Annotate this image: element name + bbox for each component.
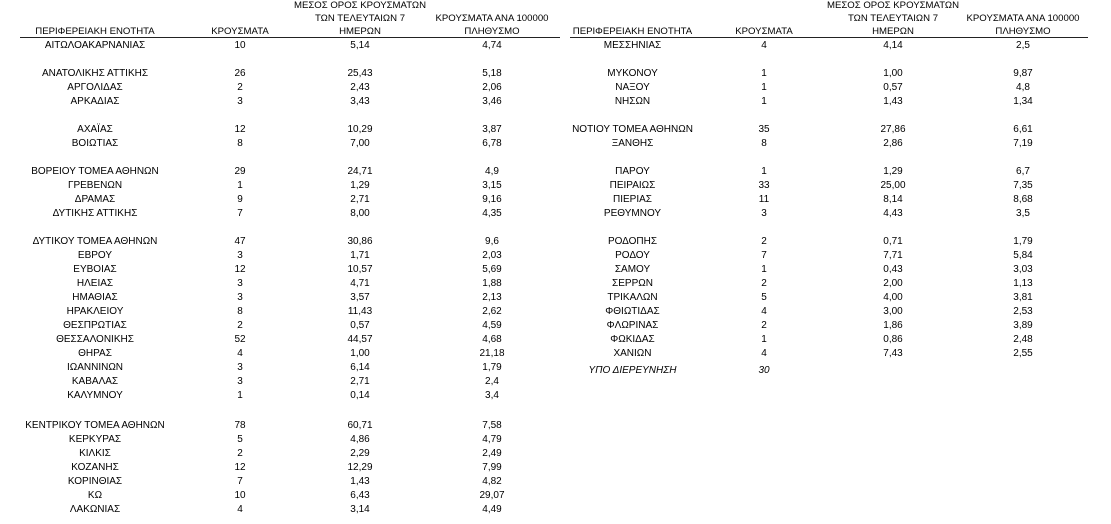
cell-cases: 2	[761, 236, 767, 247]
cell-name: ΑΡΚΑΔΙΑΣ	[70, 96, 120, 107]
cell-per: 4,68	[482, 334, 502, 345]
cell-name: ΙΩΑΝΝΙΝΩΝ	[66, 362, 124, 373]
cell-per: 2,48	[1013, 334, 1033, 345]
cell-cases: 5	[237, 434, 243, 445]
cell-avg: 2,71	[350, 194, 370, 205]
cell-name: ΘΕΣΣΑΛΟΝΙΚΗΣ	[56, 334, 134, 345]
cell-name: ΡΟΔΟΥ	[615, 250, 650, 261]
cell-avg: 1,29	[350, 180, 370, 191]
cell-per: 5,84	[1013, 250, 1033, 261]
cell-name: ΑΧΑΪΑΣ	[77, 124, 113, 135]
header-region-right: ΠΕΡΙΦΕΡΕΙΑΚΗ ΕΝΟΤΗΤΑ	[572, 26, 693, 37]
cell-name: ΚΑΛΥΜΝΟΥ	[67, 390, 123, 401]
cell-per: 2,49	[482, 448, 502, 459]
cell-per: 2,5	[1016, 40, 1030, 51]
cell-cases: 4	[237, 504, 243, 515]
header-per-right	[963, 13, 1083, 37]
cell-avg: 10,29	[347, 124, 373, 135]
cell-per: 5,69	[482, 264, 502, 275]
cell-avg: 44,57	[347, 334, 373, 345]
cell-cases: 2	[237, 448, 243, 459]
header-avg-line2: ΤΩΝ ΤΕΛΕΥΤΑΙΩΝ 7	[847, 13, 939, 24]
cell-cases: 12	[234, 264, 246, 275]
cell-avg: 12,29	[347, 462, 373, 473]
cell-cases: 5	[761, 292, 767, 303]
cell-avg: 3,57	[350, 292, 370, 303]
cell-avg: 0,43	[883, 264, 903, 275]
cell-avg: 1,71	[350, 250, 370, 261]
cell-name: ΔΡΑΜΑΣ	[74, 194, 116, 205]
cell-avg: 0,57	[883, 82, 903, 93]
cell-name: ΔΥΤΙΚΟΥ ΤΟΜΕΑ ΑΘΗΝΩΝ	[32, 236, 158, 247]
cell-per: 4,82	[482, 476, 502, 487]
cell-avg: 2,43	[350, 82, 370, 93]
cell-per: 6,61	[1013, 124, 1033, 135]
cell-per: 1,88	[482, 278, 502, 289]
cell-avg: 1,00	[883, 68, 903, 79]
cell-per: 2,62	[482, 306, 502, 317]
cell-name: ΥΠΟ ΔΙΕΡΕΥΝΗΣΗ	[588, 365, 677, 376]
cell-per: 2,55	[1013, 348, 1033, 359]
header-avg-line1: ΜΕΣΟΣ ΟΡΟΣ ΚΡΟΥΣΜΑΤΩΝ	[826, 0, 960, 11]
cell-avg: 1,29	[883, 166, 903, 177]
cell-name: ΦΩΚΙΔΑΣ	[610, 334, 655, 345]
cell-avg: 25,43	[347, 68, 373, 79]
cell-name: ΒΟΙΩΤΙΑΣ	[71, 138, 119, 149]
cell-per: 5,18	[482, 68, 502, 79]
cell-cases: 1	[761, 68, 767, 79]
cell-cases: 3	[237, 376, 243, 387]
header-per-line1: ΚΡΟΥΣΜΑΤΑ ΑΝΑ 100000	[966, 13, 1080, 24]
cell-avg: 2,71	[350, 376, 370, 387]
cell-name: ΠΑΡΟΥ	[615, 166, 650, 177]
cell-avg: 1,43	[883, 96, 903, 107]
cell-name: ΗΛΕΙΑΣ	[76, 278, 114, 289]
cell-per: 4,9	[485, 166, 499, 177]
cell-name: ΗΡΑΚΛΕΙΟΥ	[66, 306, 124, 317]
cell-per: 6,7	[1016, 166, 1030, 177]
cell-name: ΓΡΕΒΕΝΩΝ	[67, 180, 123, 191]
cell-name: ΠΕΙΡΑΙΩΣ	[609, 180, 656, 191]
cell-name: ΚΟΖΑΝΗΣ	[71, 462, 119, 473]
cell-avg: 27,86	[880, 124, 906, 135]
cell-per: 4,74	[482, 40, 502, 51]
header-cases-right: ΚΡΟΥΣΜΑΤΑ	[735, 26, 793, 37]
cell-cases: 29	[234, 166, 246, 177]
cell-avg: 1,86	[883, 320, 903, 331]
cell-per: 7,58	[482, 420, 502, 431]
cell-name: ΗΜΑΘΙΑΣ	[72, 292, 118, 303]
cell-avg: 4,43	[883, 208, 903, 219]
cell-cases: 2	[761, 278, 767, 289]
cell-cases: 1	[761, 166, 767, 177]
cell-per: 7,19	[1013, 138, 1033, 149]
cell-per: 3,5	[1016, 208, 1030, 219]
cell-per: 7,99	[482, 462, 502, 473]
header-avg-left	[290, 0, 430, 37]
cell-cases: 1	[237, 390, 243, 401]
cell-avg: 3,00	[883, 306, 903, 317]
cell-cases: 52	[234, 334, 246, 345]
cell-avg: 4,14	[883, 40, 903, 51]
cell-name: ΑΝΑΤΟΛΙΚΗΣ ΑΤΤΙΚΗΣ	[41, 68, 149, 79]
cell-cases: 3	[237, 362, 243, 373]
cell-name: ΒΟΡΕΙΟΥ ΤΟΜΕΑ ΑΘΗΝΩΝ	[31, 166, 159, 177]
header-avg-line3: ΗΜΕΡΩΝ	[872, 26, 914, 37]
cell-avg: 2,00	[883, 278, 903, 289]
cell-per: 3,03	[1013, 264, 1033, 275]
cell-name: ΑΡΓΟΛΙΔΑΣ	[67, 82, 123, 93]
header-per-line2: ΠΛΗΘΥΣΜΟ	[995, 26, 1051, 37]
cell-per: 7,35	[1013, 180, 1033, 191]
cell-avg: 3,43	[350, 96, 370, 107]
cell-cases: 1	[761, 264, 767, 275]
cell-per: 2,13	[482, 292, 502, 303]
cell-per: 8,68	[1013, 194, 1033, 205]
cell-per: 3,4	[485, 390, 499, 401]
header-avg-line3: ΗΜΕΡΩΝ	[339, 26, 381, 37]
cell-cases: 78	[234, 420, 246, 431]
cell-per: 3,87	[482, 124, 502, 135]
cell-name: ΦΘΙΩΤΙΔΑΣ	[605, 306, 660, 317]
cell-cases: 2	[761, 320, 767, 331]
cell-per: 6,78	[482, 138, 502, 149]
cell-avg: 8,14	[883, 194, 903, 205]
cell-avg: 1,00	[350, 348, 370, 359]
cell-avg: 8,00	[350, 208, 370, 219]
cell-cases: 10	[234, 40, 246, 51]
cell-avg: 10,57	[347, 264, 373, 275]
cell-name: ΝΟΤΙΟΥ ΤΟΜΕΑ ΑΘΗΝΩΝ	[572, 124, 693, 135]
cell-cases: 3	[237, 96, 243, 107]
cell-per: 2,4	[485, 376, 499, 387]
header-per-left	[432, 13, 552, 37]
cell-avg: 4,71	[350, 278, 370, 289]
cell-avg: 4,86	[350, 434, 370, 445]
cell-cases: 8	[237, 138, 243, 149]
cell-per: 1,79	[482, 362, 502, 373]
cell-per: 9,6	[485, 236, 499, 247]
cell-cases: 35	[758, 124, 770, 135]
cell-cases: 4	[761, 348, 767, 359]
cell-name: ΝΑΞΟΥ	[615, 82, 650, 93]
header-avg-line2: ΤΩΝ ΤΕΛΕΥΤΑΙΩΝ 7	[314, 13, 406, 24]
cell-cases: 1	[237, 180, 243, 191]
cell-per: 9,16	[482, 194, 502, 205]
header-per-line1: ΚΡΟΥΣΜΑΤΑ ΑΝΑ 100000	[435, 13, 549, 24]
cell-name: ΧΑΝΙΩΝ	[613, 348, 652, 359]
cell-per: 2,06	[482, 82, 502, 93]
cell-per: 1,13	[1013, 278, 1033, 289]
cell-name: ΘΗΡΑΣ	[78, 348, 112, 359]
cell-cases: 2	[237, 320, 243, 331]
cell-cases: 3	[237, 292, 243, 303]
cell-cases: 1	[761, 82, 767, 93]
cell-name: ΚΕΝΤΡΙΚΟΥ ΤΟΜΕΑ ΑΘΗΝΩΝ	[25, 420, 165, 431]
cell-avg: 0,57	[350, 320, 370, 331]
cell-cases: 3	[761, 208, 767, 219]
cell-avg: 7,00	[350, 138, 370, 149]
cell-avg: 5,14	[350, 40, 370, 51]
cell-avg: 1,43	[350, 476, 370, 487]
cell-cases: 4	[237, 348, 243, 359]
cell-cases: 2	[237, 82, 243, 93]
cell-name: ΣΑΜΟΥ	[614, 264, 651, 275]
cell-per: 3,81	[1013, 292, 1033, 303]
cell-per: 3,46	[482, 96, 502, 107]
cell-cases: 7	[237, 208, 243, 219]
cell-name: ΘΕΣΠΡΩΤΙΑΣ	[63, 320, 127, 331]
cell-avg: 3,14	[350, 504, 370, 515]
cell-cases: 33	[758, 180, 770, 191]
cell-name: ΣΕΡΡΩΝ	[612, 278, 653, 289]
cell-name: ΚΩ	[87, 490, 103, 501]
cell-per: 29,07	[479, 490, 505, 501]
header-avg-line1: ΜΕΣΟΣ ΟΡΟΣ ΚΡΟΥΣΜΑΤΩΝ	[293, 0, 427, 11]
header-avg-right	[823, 0, 963, 37]
cell-per: 9,87	[1013, 68, 1033, 79]
cell-name: ΜΕΣΣΗΝΙΑΣ	[603, 40, 662, 51]
cell-avg: 2,29	[350, 448, 370, 459]
cell-cases: 3	[237, 250, 243, 261]
cell-name: ΛΑΚΩΝΙΑΣ	[69, 504, 121, 515]
cell-cases: 12	[234, 462, 246, 473]
cell-cases: 9	[237, 194, 243, 205]
cell-name: ΚΕΡΚΥΡΑΣ	[68, 434, 122, 445]
cell-avg: 30,86	[347, 236, 373, 247]
cell-avg: 0,86	[883, 334, 903, 345]
cell-cases: 11	[758, 194, 770, 205]
cell-name: ΑΙΤΩΛΟΑΚΑΡΝΑΝΙΑΣ	[44, 40, 146, 51]
cell-per: 21,18	[479, 348, 505, 359]
cell-cases: 26	[234, 68, 246, 79]
cell-cases: 3	[237, 278, 243, 289]
cell-cases: 4	[761, 40, 767, 51]
cell-per: 4,8	[1016, 82, 1030, 93]
header-per-line2: ΠΛΗΘΥΣΜΟ	[464, 26, 520, 37]
cell-name: ΠΙΕΡΙΑΣ	[613, 194, 652, 205]
cell-cases: 10	[234, 490, 246, 501]
cell-name: ΝΗΣΩΝ	[614, 96, 651, 107]
header-underline-right	[570, 37, 1088, 38]
cell-name: ΡΟΔΟΠΗΣ	[607, 236, 658, 247]
cell-avg: 6,14	[350, 362, 370, 373]
cell-avg: 25,00	[880, 180, 906, 191]
cell-avg: 60,71	[347, 420, 373, 431]
cell-cases: 30	[758, 365, 770, 376]
header-region-left: ΠΕΡΙΦΕΡΕΙΑΚΗ ΕΝΟΤΗΤΑ	[35, 26, 155, 37]
cell-per: 1,79	[1013, 236, 1033, 247]
cell-name: ΡΕΘΥΜΝΟΥ	[603, 208, 662, 219]
cell-per: 4,79	[482, 434, 502, 445]
cell-per: 3,89	[1013, 320, 1033, 331]
cell-cases: 1	[761, 334, 767, 345]
cell-name: ΦΛΩΡΙΝΑΣ	[606, 320, 659, 331]
cell-cases: 8	[237, 306, 243, 317]
cell-name: ΔΥΤΙΚΗΣ ΑΤΤΙΚΗΣ	[52, 208, 138, 219]
cell-per: 3,15	[482, 180, 502, 191]
cell-name: ΞΑΝΘΗΣ	[611, 138, 654, 149]
cell-per: 4,49	[482, 504, 502, 515]
cell-avg: 24,71	[347, 166, 373, 177]
cell-name: ΕΒΡΟΥ	[77, 250, 113, 261]
cell-name: ΜΥΚΟΝΟΥ	[607, 68, 658, 79]
cell-avg: 7,71	[883, 250, 903, 261]
cell-cases: 47	[234, 236, 246, 247]
header-underline-left	[20, 37, 560, 38]
cell-name: ΚΟΡΙΝΘΙΑΣ	[67, 476, 123, 487]
cell-per: 1,34	[1013, 96, 1033, 107]
cell-cases: 4	[761, 306, 767, 317]
header-cases-left: ΚΡΟΥΣΜΑΤΑ	[211, 26, 269, 37]
cell-cases: 12	[234, 124, 246, 135]
cell-per: 2,03	[482, 250, 502, 261]
cell-per: 4,35	[482, 208, 502, 219]
cell-per: 4,59	[482, 320, 502, 331]
cell-name: ΕΥΒΟΙΑΣ	[73, 264, 117, 275]
cell-avg: 2,86	[883, 138, 903, 149]
cell-per: 2,53	[1013, 306, 1033, 317]
cell-avg: 7,43	[883, 348, 903, 359]
cell-cases: 7	[761, 250, 767, 261]
cell-cases: 1	[761, 96, 767, 107]
cell-avg: 6,43	[350, 490, 370, 501]
cell-name: ΚΙΛΚΙΣ	[79, 448, 111, 459]
cell-cases: 7	[237, 476, 243, 487]
cell-avg: 4,00	[883, 292, 903, 303]
cell-name: ΚΑΒΑΛΑΣ	[71, 376, 119, 387]
cell-avg: 0,14	[350, 390, 370, 401]
cell-name: ΤΡΙΚΑΛΩΝ	[607, 292, 658, 303]
cell-avg: 0,71	[883, 236, 903, 247]
cell-avg: 11,43	[347, 306, 373, 317]
cell-cases: 8	[761, 138, 767, 149]
